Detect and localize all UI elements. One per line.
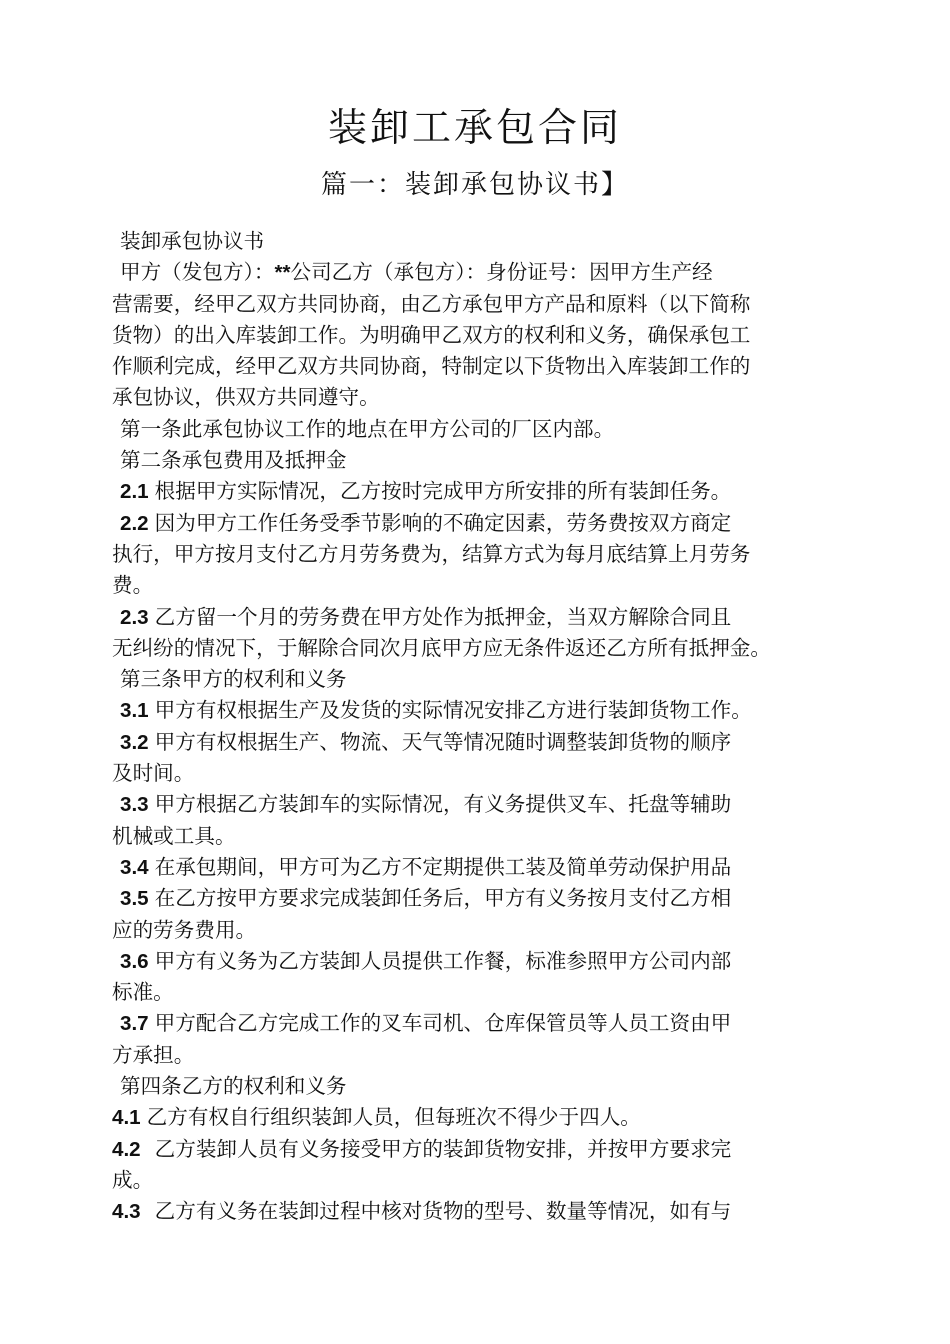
clause: 3.3 甲方根据乙方装卸车的实际情况，有义务提供叉车、托盘等辅助 xyxy=(120,792,732,817)
intro-line: 承包协议，供双方共同遵守。 xyxy=(112,385,380,410)
document-subtitle: 篇一：装卸承包协议书】 xyxy=(320,170,629,200)
clause: 3.4 在承包期间，甲方可为乙方不定期提供工装及简单劳动保护用品 xyxy=(120,854,732,879)
clause-line: 方承担。 xyxy=(112,1042,195,1067)
clause: 3.1 甲方有权根据生产及发货的实际情况安排乙方进行装卸货物工作。 xyxy=(120,698,752,723)
clause-number: 2.2 xyxy=(120,511,149,535)
article-heading: 第一条此承包协议工作的地点在甲方公司的厂区内部。 xyxy=(120,416,615,441)
intro-line: 营需要，经甲乙双方共同协商，由乙方承包甲方产品和原料（以下简称 xyxy=(112,291,751,316)
clause-number: 3.1 xyxy=(120,699,149,723)
article-heading: 第四条乙方的权利和义务 xyxy=(120,1074,347,1099)
intro-line: 作顺利完成，经甲乙双方共同协商，特制定以下货物出入库装卸工作的 xyxy=(112,354,751,379)
clause-line: 成。 xyxy=(112,1167,154,1192)
clause-number: 2.3 xyxy=(120,605,149,629)
intro-line: 甲方（发包方）：**公司乙方（承包方）：身份证号：因甲方生产经 xyxy=(120,260,713,285)
clause-number: 4.3 xyxy=(112,1200,141,1224)
clause: 3.2 甲方有权根据生产、物流、天气等情况随时调整装卸货物的顺序 xyxy=(120,729,732,754)
clause: 4.3 乙方有义务在装卸过程中核对货物的型号、数量等情况，如有与 xyxy=(112,1199,732,1224)
clause-number: 3.3 xyxy=(120,793,149,817)
clause: 3.7 甲方配合乙方完成工作的叉车司机、仓库保管员等人员工资由甲 xyxy=(120,1011,732,1036)
clause-number: 3.5 xyxy=(120,887,149,911)
clause: 2.1 根据甲方实际情况，乙方按时完成甲方所安排的所有装卸任务。 xyxy=(120,479,732,504)
clause-number: 3.4 xyxy=(120,855,149,879)
clause-number: 3.2 xyxy=(120,730,149,754)
clause-number: 3.6 xyxy=(120,949,149,973)
clause: 3.6 甲方有义务为乙方装卸人员提供工作餐，标准参照甲方公司内部 xyxy=(120,948,732,973)
clause: 4.1 乙方有权自行组织装卸人员，但每班次不得少于四人。 xyxy=(112,1105,641,1130)
clause: 3.5 在乙方按甲方要求完成装卸任务后，甲方有义务按月支付乙方相 xyxy=(120,886,732,911)
clause-line: 应的劳务费用。 xyxy=(112,917,257,942)
clause-number: 4.2 xyxy=(112,1137,141,1161)
clause: 2.2 因为甲方工作任务受季节影响的不确定因素，劳务费按双方商定 xyxy=(120,510,732,535)
clause-number: 2.1 xyxy=(120,480,149,504)
clause-line: 执行，甲方按月支付乙方月劳务费为，结算方式为每月底结算上月劳务 xyxy=(112,541,751,566)
article-heading: 第二条承包费用及抵押金 xyxy=(120,448,347,473)
clause: 4.2 乙方装卸人员有义务接受甲方的装卸货物安排，并按甲方要求完 xyxy=(112,1136,732,1161)
clause-number: 4.1 xyxy=(112,1106,141,1130)
clause: 2.3 乙方留一个月的劳务费在甲方处作为抵押金，当双方解除合同且 xyxy=(120,604,732,629)
article-heading: 第三条甲方的权利和义务 xyxy=(120,667,347,692)
clause-line: 费。 xyxy=(112,573,154,598)
clause-line: 标准。 xyxy=(112,980,174,1005)
section-heading: 装卸承包协议书 xyxy=(120,229,265,253)
document-body xyxy=(112,226,872,1228)
clause-line: 及时间。 xyxy=(112,761,195,786)
clause-number: 3.7 xyxy=(120,1012,149,1036)
document-title: 装卸工承包合同 xyxy=(327,106,622,151)
clause-line: 机械或工具。 xyxy=(112,823,236,848)
clause-line: 无纠纷的情况下，于解除合同次月底甲方应无条件返还乙方所有抵押金。 xyxy=(112,635,771,660)
intro-line: 货物）的出入库装卸工作。为明确甲乙双方的权利和义务，确保承包工 xyxy=(112,322,751,347)
